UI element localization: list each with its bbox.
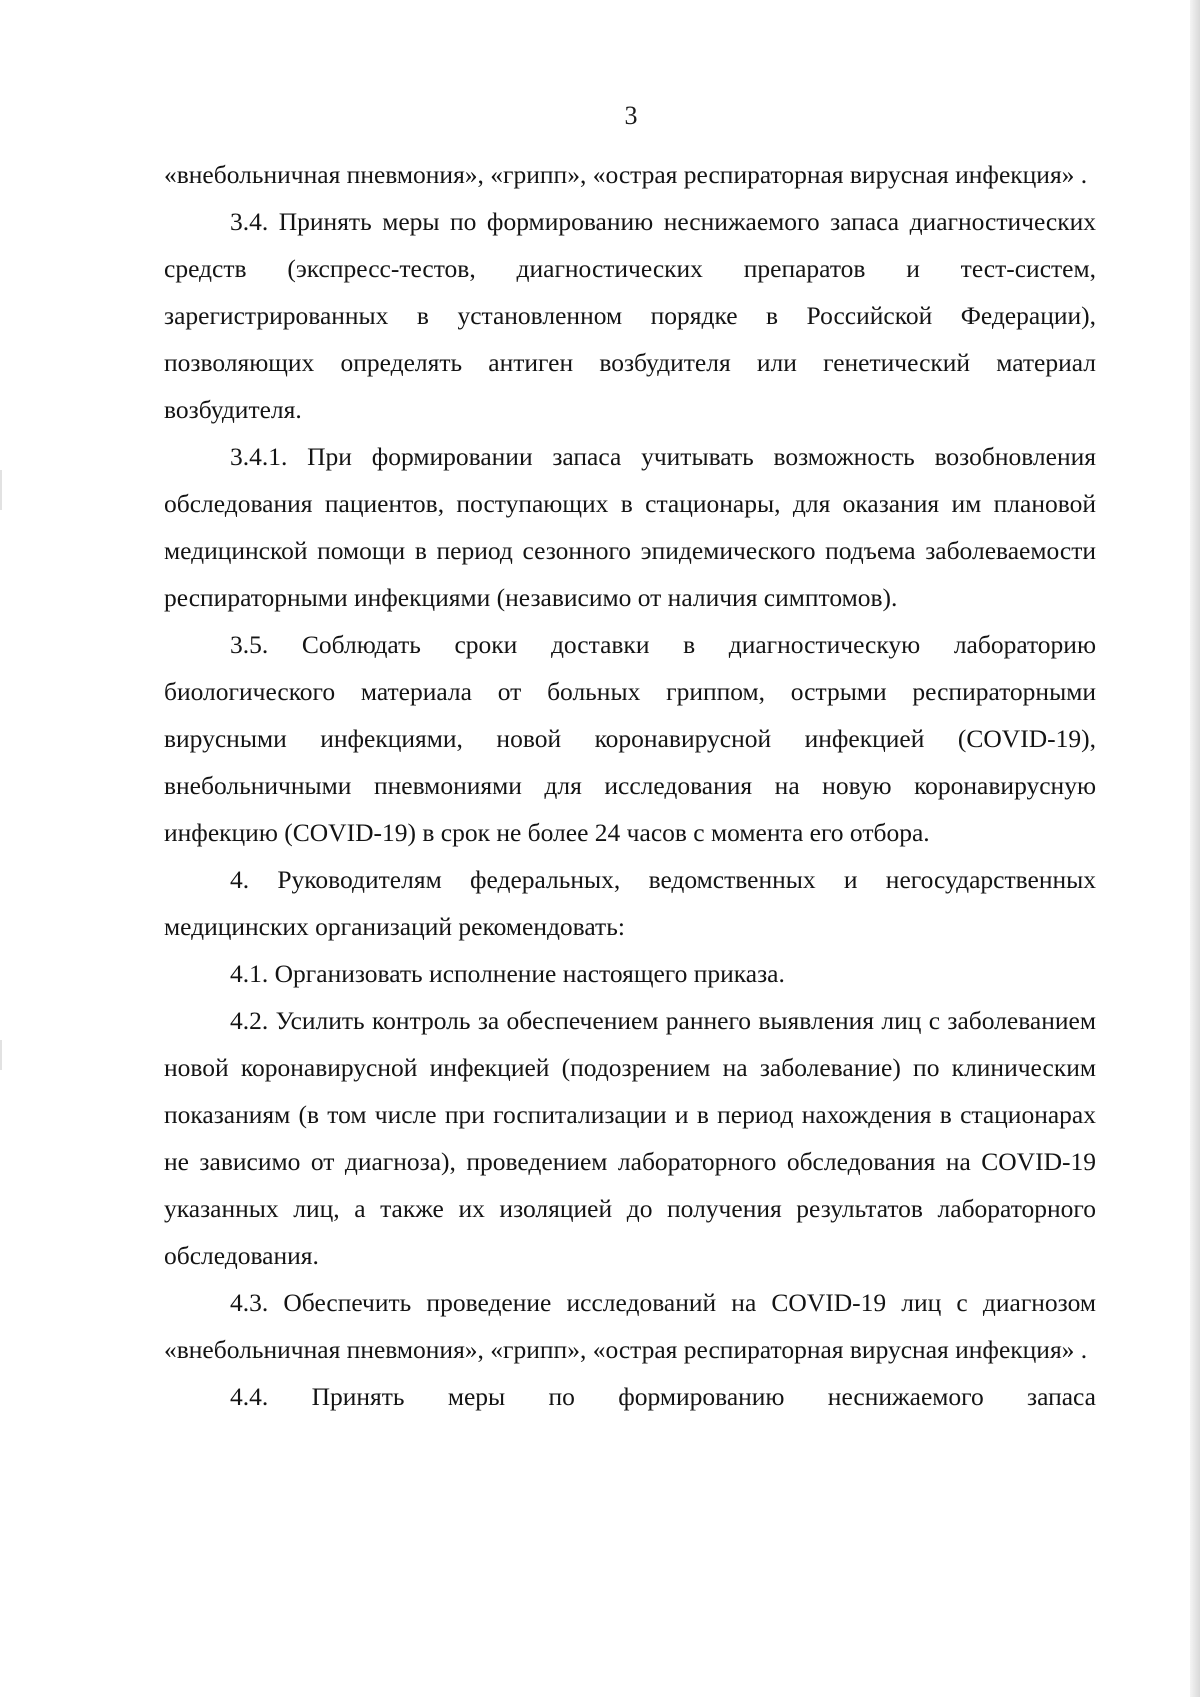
paragraph-4-1: 4.1. Организовать исполнение настоящего приказа.	[230, 959, 785, 988]
paragraph-3-5: 3.5. Соблюдать сроки доставки в диагностическую лабораторию биологического материала от больных гриппом, острыми респираторными вирусными инфекциями, новой коронавирусной инфекцией (COVID-19), внебольничными пневмониями для исследования на новую коронавирусную инфекцию (COVID-19) в срок не более 24 часов с момента его отбора.	[164, 630, 1096, 847]
document-body	[164, 151, 1096, 1420]
paragraph-3-3-continuation: «внебольничная пневмония», «грипп», «острая респираторная вирусная инфекция» .	[164, 160, 1088, 189]
page-number: 3	[624, 101, 638, 130]
paragraph-4-2: 4.2. Усилить контроль за обеспечением раннего выявления лиц с заболеванием новой коронавирусной инфекцией (подозрением на заболевание) по клиническим показаниям (в том числе при госпитализации и в период нахождения в стационарах не зависимо от диагноза), проведением лабораторного обследования на COVID-19 указанных лиц, а также их изоляцией до получения результатов лабораторного обследования.	[164, 1006, 1096, 1270]
paragraph-4: 4. Руководителям федеральных, ведомственных и негосударственных медицинских организаций рекомендовать:	[164, 865, 1096, 941]
scan-edge-mark	[0, 470, 2, 510]
scan-edge-shadow	[1190, 0, 1200, 1697]
paragraph-4-4: 4.4. Принять меры по формированию неснижаемого запаса	[230, 1382, 1096, 1411]
paragraph-4-3: 4.3. Обеспечить проведение исследований на COVID-19 лиц с диагнозом «внебольничная пневмония», «грипп», «острая респираторная вирусная инфекция» .	[164, 1288, 1096, 1364]
paragraph-3-4-1: 3.4.1. При формировании запаса учитывать возможность возобновления обследования пациентов, поступающих в стационары, для оказания им плановой медицинской помощи в период сезонного эпидемического подъема заболеваемости респираторными инфекциями (независимо от наличия симптомов).	[164, 442, 1096, 612]
scan-edge-mark	[0, 1040, 2, 1070]
paragraph-3-4: 3.4. Принять меры по формированию неснижаемого запаса диагностических средств (экспресс-тестов, диагностических препаратов и тест-систем, зарегистрированных в установленном порядке в Российской Федерации), позволяющих определять антиген возбудителя или генетический материал возбудителя.	[164, 207, 1096, 424]
